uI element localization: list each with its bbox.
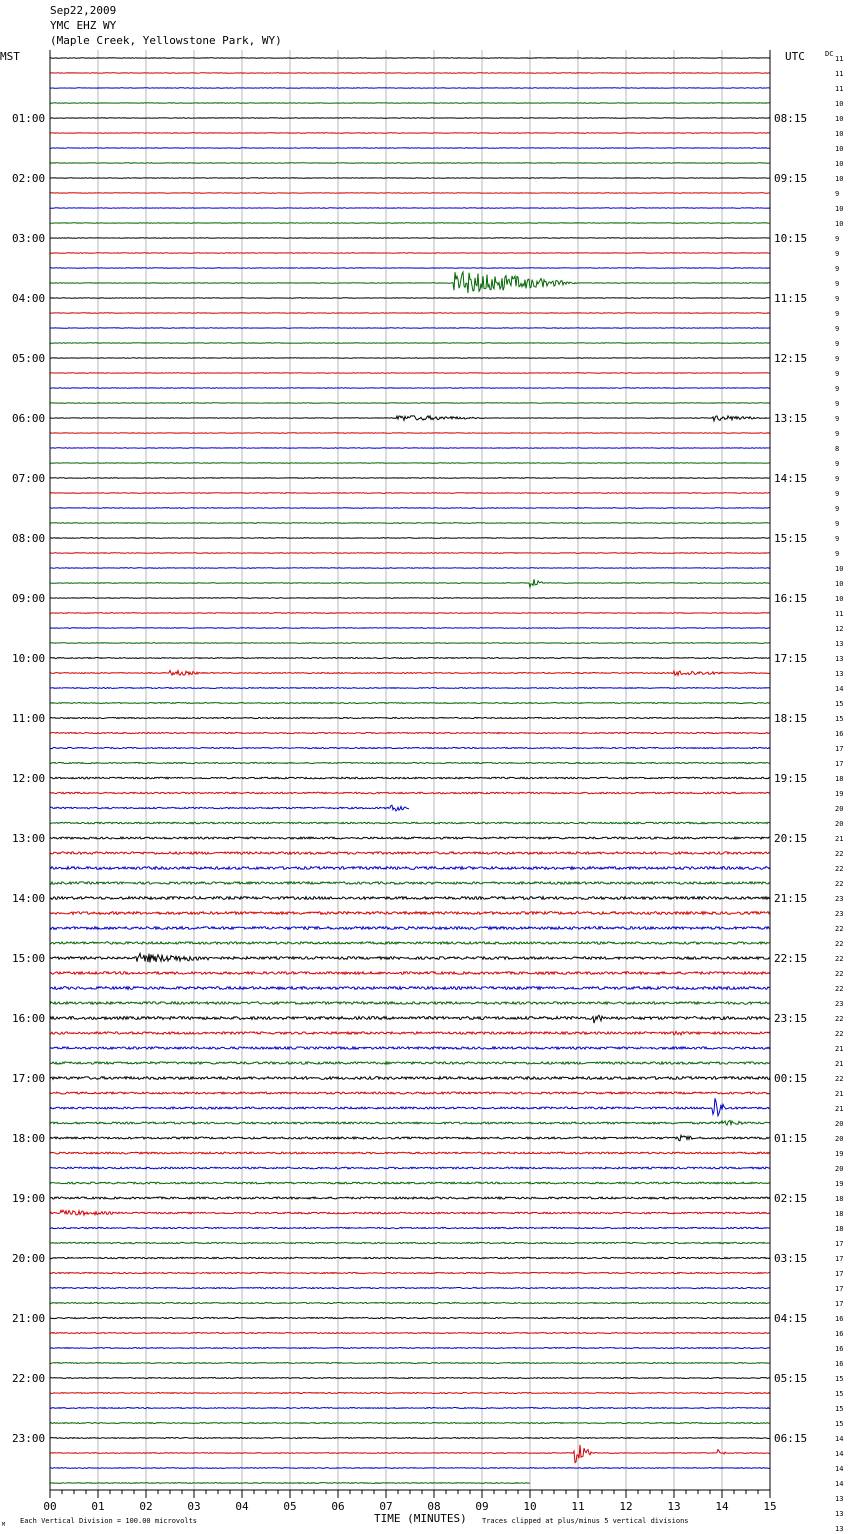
dc-offset-value: 13 (835, 670, 844, 678)
trace-row (50, 732, 770, 733)
mst-hour-label: 07:00 (12, 472, 46, 485)
utc-hour-label: 12:15 (774, 352, 808, 365)
trace-row (50, 762, 770, 763)
dc-offset-value: 13 (835, 640, 844, 648)
dc-offset-value: 15 (835, 1375, 844, 1383)
trace-row (50, 1468, 770, 1469)
trace-row (50, 328, 770, 329)
trace-row (50, 1348, 770, 1349)
utc-hour-label: 14:15 (774, 472, 808, 485)
trace-row (50, 927, 770, 930)
mst-hour-label: 04:00 (12, 292, 46, 305)
x-axis-title: TIME (MINUTES) (374, 1512, 467, 1525)
dc-offset-value: 18 (835, 1225, 844, 1233)
trace-row (50, 1227, 770, 1228)
trace-row (50, 1393, 770, 1394)
trace-row (50, 223, 770, 224)
trace-row (50, 688, 770, 689)
trace-row (50, 343, 770, 344)
station-location: (Maple Creek, Yellowstone Park, WY) (50, 34, 282, 47)
trace-row (50, 448, 770, 449)
dc-offset-value: 11 (835, 85, 844, 93)
dc-offset-value: 9 (835, 535, 840, 543)
trace-row (50, 463, 770, 464)
dc-offset-value: 22 (835, 925, 844, 933)
mst-hour-label: 20:00 (12, 1252, 46, 1265)
utc-hour-label: 13:15 (774, 412, 808, 425)
trace-row (50, 433, 770, 434)
trace-row (50, 1378, 770, 1379)
x-tick-label: 03 (187, 1500, 201, 1513)
trace-row (50, 58, 770, 59)
dc-offset-value: 17 (835, 1255, 844, 1263)
dc-offset-value: 15 (835, 700, 844, 708)
dc-offset-value: 22 (835, 850, 844, 858)
trace-row (50, 882, 770, 884)
dc-offset-value: 11 (835, 55, 844, 63)
trace-row (50, 805, 409, 811)
dc-offset-value: 10 (835, 130, 844, 138)
trace-row (50, 912, 770, 915)
dc-offset-value: 17 (835, 745, 844, 753)
dc-offset-value: 16 (835, 730, 844, 738)
x-tick-label: 15 (763, 1500, 777, 1513)
dc-offset-value: 23 (835, 910, 844, 918)
dc-column-label: DC (825, 50, 834, 58)
dc-offset-value: 9 (835, 520, 840, 528)
dc-offset-value: 22 (835, 985, 844, 993)
corner-mark: M (2, 1522, 6, 1528)
trace-row (50, 373, 770, 374)
utc-hour-label: 08:15 (774, 112, 808, 125)
dc-offset-value: 9 (835, 550, 840, 558)
trace-row (50, 1408, 770, 1409)
trace-row (50, 133, 770, 134)
mst-hour-label: 09:00 (12, 592, 46, 605)
trace-row (50, 1363, 770, 1364)
mst-hour-label: 12:00 (12, 772, 46, 785)
trace-row (50, 388, 770, 389)
dc-offset-value: 17 (835, 760, 844, 768)
dc-offset-value: 15 (835, 1390, 844, 1398)
trace-row (50, 416, 770, 421)
trace-row (50, 777, 770, 779)
trace-row (50, 953, 770, 962)
mst-hour-label: 01:00 (12, 112, 46, 125)
trace-row (50, 613, 770, 614)
trace-row (50, 972, 770, 975)
x-tick-label: 10 (523, 1500, 537, 1513)
dc-offset-value: 22 (835, 880, 844, 888)
dc-offset-value: 13 (835, 1495, 844, 1503)
trace-row (50, 313, 770, 314)
dc-offset-value: 12 (835, 625, 844, 633)
trace-row (50, 1210, 770, 1215)
trace-row (50, 643, 770, 644)
trace-row (50, 73, 770, 74)
utc-hour-label: 06:15 (774, 1432, 808, 1445)
dc-offset-value: 9 (835, 415, 840, 423)
x-tick-label: 13 (667, 1500, 681, 1513)
dc-offset-value: 14 (835, 1465, 844, 1473)
utc-hour-label: 15:15 (774, 532, 808, 545)
trace-row (50, 1302, 770, 1303)
mst-hour-label: 17:00 (12, 1072, 46, 1085)
trace-row (50, 1272, 770, 1273)
dc-offset-value: 9 (835, 430, 840, 438)
x-tick-label: 06 (331, 1500, 345, 1513)
utc-hour-label: 00:15 (774, 1072, 808, 1085)
trace-row (50, 193, 770, 194)
dc-offset-value: 9 (835, 265, 840, 273)
dc-offset-value: 15 (835, 715, 844, 723)
x-tick-label: 14 (715, 1500, 729, 1513)
dc-offset-value: 14 (835, 1450, 844, 1458)
mst-hour-label: 10:00 (12, 652, 46, 665)
trace-row (50, 1257, 770, 1258)
mst-hour-label: 19:00 (12, 1192, 46, 1205)
dc-offset-value: 9 (835, 235, 840, 243)
trace-row (50, 1287, 770, 1288)
dc-offset-value: 15 (835, 1420, 844, 1428)
utc-hour-label: 21:15 (774, 892, 808, 905)
trace-row (50, 658, 770, 659)
mst-hour-label: 03:00 (12, 232, 46, 245)
utc-hour-label: 22:15 (774, 952, 808, 965)
trace-row (50, 1423, 770, 1424)
trace-row (50, 792, 770, 794)
dc-offset-value: 17 (835, 1300, 844, 1308)
dc-offset-value: 21 (835, 1045, 844, 1053)
dc-offset-value: 18 (835, 1210, 844, 1218)
trace-row (50, 358, 770, 359)
trace-row (50, 1152, 770, 1154)
utc-hour-label: 03:15 (774, 1252, 808, 1265)
left-timezone-label: MST (0, 50, 20, 63)
dc-offset-value: 13 (835, 1510, 844, 1518)
trace-row (50, 579, 770, 587)
trace-row (50, 88, 770, 89)
dc-offset-value: 9 (835, 385, 840, 393)
mst-hour-label: 08:00 (12, 532, 46, 545)
dc-offset-value: 16 (835, 1315, 844, 1323)
dc-offset-value: 9 (835, 505, 840, 513)
dc-offset-value: 23 (835, 1000, 844, 1008)
dc-offset-value: 9 (835, 340, 840, 348)
mst-hour-label: 21:00 (12, 1312, 46, 1325)
dc-offset-value: 11 (835, 610, 844, 618)
dc-offset-value: 10 (835, 580, 844, 588)
dc-offset-value: 10 (835, 175, 844, 183)
dc-offset-value: 22 (835, 940, 844, 948)
dc-offset-value: 14 (835, 1435, 844, 1443)
trace-row (50, 553, 770, 554)
dc-offset-value: 21 (835, 1060, 844, 1068)
dc-offset-value: 9 (835, 250, 840, 258)
trace-row (50, 1002, 770, 1005)
dc-offset-value: 10 (835, 160, 844, 168)
dc-offset-value: 9 (835, 460, 840, 468)
x-tick-label: 02 (139, 1500, 153, 1513)
utc-hour-label: 20:15 (774, 832, 808, 845)
utc-hour-label: 11:15 (774, 292, 808, 305)
utc-hour-label: 01:15 (774, 1132, 808, 1145)
trace-row (50, 670, 770, 675)
trace-row (50, 118, 770, 119)
trace-row (50, 568, 770, 569)
dc-offset-value: 10 (835, 100, 844, 108)
utc-hour-label: 23:15 (774, 1012, 808, 1025)
dc-offset-value: 17 (835, 1285, 844, 1293)
dc-offset-value: 11 (835, 70, 844, 78)
trace-row (50, 238, 770, 239)
trace-row (50, 508, 770, 509)
dc-offset-value: 9 (835, 295, 840, 303)
trace-row (50, 1438, 770, 1439)
trace-row (50, 852, 770, 854)
dc-offset-value: 9 (835, 490, 840, 498)
dc-offset-value: 9 (835, 280, 840, 288)
dc-offset-value: 10 (835, 205, 844, 213)
dc-offset-value: 9 (835, 400, 840, 408)
trace-row (50, 298, 770, 299)
dc-offset-value: 22 (835, 865, 844, 873)
dc-offset-value: 13 (835, 1525, 844, 1533)
trace-row (50, 747, 770, 748)
dc-offset-value: 15 (835, 1405, 844, 1413)
trace-row (50, 703, 770, 704)
trace-row (50, 867, 770, 870)
trace-row (50, 1317, 770, 1318)
trace-row (50, 1333, 770, 1334)
mst-hour-label: 05:00 (12, 352, 46, 365)
utc-hour-label: 10:15 (774, 232, 808, 245)
utc-hour-label: 02:15 (774, 1192, 808, 1205)
mst-hour-label: 06:00 (12, 412, 46, 425)
trace-row (50, 1167, 770, 1169)
dc-offset-value: 9 (835, 475, 840, 483)
dc-offset-value: 20 (835, 1165, 844, 1173)
mst-hour-label: 22:00 (12, 1372, 46, 1385)
trace-row (50, 1015, 770, 1023)
dc-offset-value: 22 (835, 1075, 844, 1083)
trace-row (50, 1445, 770, 1463)
division-note: Each Vertical Division = 100.00 microvolts (20, 1517, 198, 1525)
utc-hour-label: 09:15 (774, 172, 808, 185)
dc-offset-value: 9 (835, 190, 840, 198)
trace-row (50, 208, 770, 209)
trace-row (50, 942, 770, 944)
plot-date: Sep22,2009 (50, 4, 117, 17)
dc-offset-value: 9 (835, 325, 840, 333)
dc-offset-value: 20 (835, 1135, 844, 1143)
trace-row (50, 717, 770, 718)
x-tick-label: 11 (571, 1500, 585, 1513)
dc-offset-value: 16 (835, 1345, 844, 1353)
mst-hour-label: 11:00 (12, 712, 46, 725)
dc-offset-value: 20 (835, 1120, 844, 1128)
dc-offset-value: 10 (835, 595, 844, 603)
dc-offset-value: 14 (835, 1480, 844, 1488)
dc-offset-value: 10 (835, 145, 844, 153)
x-tick-label: 00 (43, 1500, 57, 1513)
dc-offset-value: 22 (835, 1015, 844, 1023)
mst-hour-label: 14:00 (12, 892, 46, 905)
dc-offset-value: 21 (835, 1105, 844, 1113)
trace-row (50, 822, 770, 824)
trace-row (50, 1077, 770, 1080)
dc-offset-value: 21 (835, 1090, 844, 1098)
trace-row (50, 1092, 770, 1094)
trace-row (50, 837, 770, 839)
dc-offset-value: 10 (835, 220, 844, 228)
trace-row (50, 628, 770, 629)
x-tick-label: 08 (427, 1500, 441, 1513)
trace-row (50, 403, 770, 404)
dc-offset-value: 9 (835, 310, 840, 318)
dc-offset-value: 13 (835, 655, 844, 663)
x-tick-label: 05 (283, 1500, 297, 1513)
trace-row (50, 1062, 770, 1064)
mst-hour-label: 23:00 (12, 1432, 46, 1445)
trace-row (50, 1047, 770, 1049)
clip-note: Traces clipped at plus/minus 5 vertical divisions (482, 1517, 689, 1525)
dc-offset-value: 16 (835, 1330, 844, 1338)
mst-hour-label: 13:00 (12, 832, 46, 845)
trace-row (50, 178, 770, 179)
trace-row (50, 897, 770, 900)
dc-offset-value: 8 (835, 445, 840, 453)
dc-offset-value: 19 (835, 790, 844, 798)
x-tick-label: 04 (235, 1500, 249, 1513)
mst-hour-label: 02:00 (12, 172, 46, 185)
dc-offset-value: 17 (835, 1240, 844, 1248)
trace-row (50, 598, 770, 599)
trace-row (50, 103, 770, 104)
trace-row (50, 538, 770, 539)
trace-row (50, 523, 770, 524)
dc-offset-value: 18 (835, 1195, 844, 1203)
dc-offset-value: 18 (835, 775, 844, 783)
trace-row (50, 493, 770, 494)
trace-row (50, 1031, 770, 1035)
dc-offset-value: 21 (835, 835, 844, 843)
minute-gridlines (50, 50, 770, 1490)
trace-row (50, 272, 770, 293)
utc-hour-label: 19:15 (774, 772, 808, 785)
dc-offset-value: 22 (835, 955, 844, 963)
seismic-traces (50, 58, 770, 1484)
trace-row (50, 1098, 770, 1116)
dc-offset-value: 23 (835, 895, 844, 903)
dc-offset-value: 9 (835, 355, 840, 363)
station-code: YMC EHZ WY (50, 19, 117, 32)
utc-hour-label: 05:15 (774, 1372, 808, 1385)
right-timezone-label: UTC (785, 50, 805, 63)
trace-row (50, 253, 770, 254)
dc-offset-value: 22 (835, 1030, 844, 1038)
x-tick-label: 01 (91, 1500, 105, 1513)
x-tick-label: 12 (619, 1500, 633, 1513)
dc-offset-value: 19 (835, 1180, 844, 1188)
utc-hour-label: 18:15 (774, 712, 808, 725)
mst-hour-label: 16:00 (12, 1012, 46, 1025)
dc-offset-value: 10 (835, 115, 844, 123)
x-tick-label: 07 (379, 1500, 393, 1513)
trace-row (50, 163, 770, 164)
trace-row (50, 1120, 770, 1125)
mst-hour-label: 18:00 (12, 1132, 46, 1145)
dc-offset-value: 19 (835, 1150, 844, 1158)
trace-row (50, 268, 770, 269)
trace-row (50, 478, 770, 479)
dc-offset-value: 17 (835, 1270, 844, 1278)
dc-offset-value: 20 (835, 805, 844, 813)
dc-offset-value: 9 (835, 370, 840, 378)
dc-offset-value: 22 (835, 970, 844, 978)
dc-offset-value: 10 (835, 565, 844, 573)
dc-offset-value: 16 (835, 1360, 844, 1368)
trace-row (50, 1182, 770, 1184)
plot-frame (50, 50, 770, 1498)
trace-row (50, 148, 770, 149)
x-tick-label: 09 (475, 1500, 489, 1513)
trace-row (50, 987, 770, 990)
utc-hour-label: 16:15 (774, 592, 808, 605)
trace-row (50, 1197, 770, 1199)
dc-offset-value: 14 (835, 685, 844, 693)
trace-row (50, 1135, 770, 1140)
trace-row (50, 1242, 770, 1243)
dc-offset-value: 20 (835, 820, 844, 828)
utc-hour-label: 17:15 (774, 652, 808, 665)
mst-hour-label: 15:00 (12, 952, 46, 965)
utc-hour-label: 04:15 (774, 1312, 808, 1325)
